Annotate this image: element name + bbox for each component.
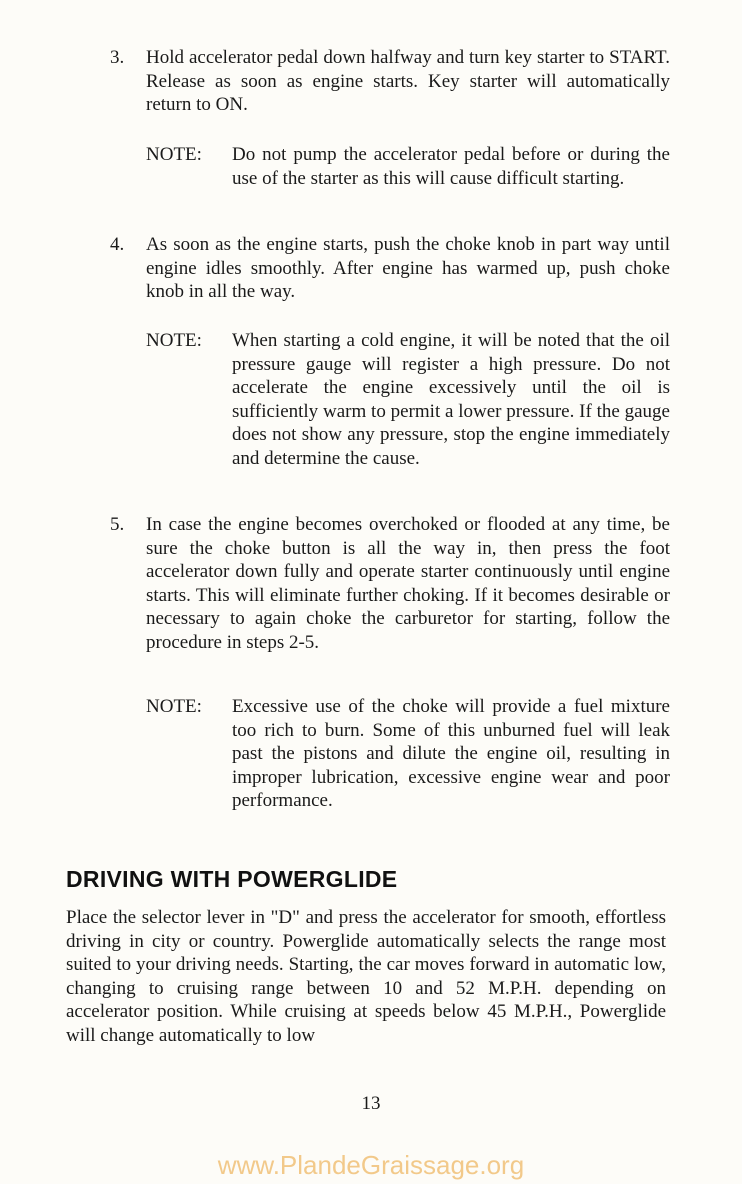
step-number: 3.: [110, 47, 125, 68]
step-text: As soon as the engine starts, push the choke knob in part way until engine idles smoothly. After engine has warmed up, push choke knob in all the way.: [146, 234, 670, 303]
section-paragraph: Place the selector lever in "D" and press the accelerator for smooth, effortless driving in city or country. Powerglide automatically selects the range most suited to your driving needs. Starting, the car moves forward in automatic low, changing to cruising range between 10 and 52 M.P.H. depending on accelerator position. While cruising at speeds below 45 M.P.H., Powerglide will change automatically to low: [66, 907, 666, 1046]
step-number: 4.: [110, 234, 125, 255]
note-3: [146, 695, 670, 813]
step-text: In case the engine becomes overchoked or flooded at any time, be sure the choke button is all the way in, then press the foot accelerator down fully and operate starter continuously until engine starts. This will eliminate further choking. If it becomes desirable or necessary to again choke the carburetor for starting, follow the procedure in steps 2-5.: [146, 514, 670, 653]
step-number: 5.: [110, 514, 125, 535]
watermark-link[interactable]: www.PlandeGraissage.org: [217, 1150, 525, 1180]
step-text: Hold accelerator pedal down halfway and turn key starter to START. Release as soon as engine starts. Key starter will automatically return to ON.: [146, 47, 670, 116]
note-label: NOTE:: [146, 696, 202, 717]
note-text: Excessive use of the choke will provide a fuel mixture too rich to burn. Some of this unburned fuel will leak past the pistons and dilute the engine oil, resulting in improper lubrication, excessive engine wear and poor performance.: [232, 696, 670, 812]
section-heading: DRIVING WITH POWERGLIDE: [66, 866, 398, 892]
step-3: [110, 46, 670, 117]
note-label: NOTE:: [146, 330, 202, 351]
note-text: Do not pump the accelerator pedal before or during the use of the starter as this will cause difficult starting.: [232, 144, 670, 189]
note-2: [146, 329, 670, 471]
note-text: When starting a cold engine, it will be noted that the oil pressure gauge will register a high pressure. Do not accelerate the engine excessively until the oil is sufficiently warm to permit a lower pressure. If the gauge does not show any pressure, stop the engine immediately and determine the cause.: [232, 330, 670, 469]
step-4: [110, 233, 670, 304]
step-5: [110, 513, 670, 655]
note-1: [146, 143, 670, 190]
note-label: NOTE:: [146, 144, 202, 165]
page-number: 13: [361, 1093, 381, 1114]
